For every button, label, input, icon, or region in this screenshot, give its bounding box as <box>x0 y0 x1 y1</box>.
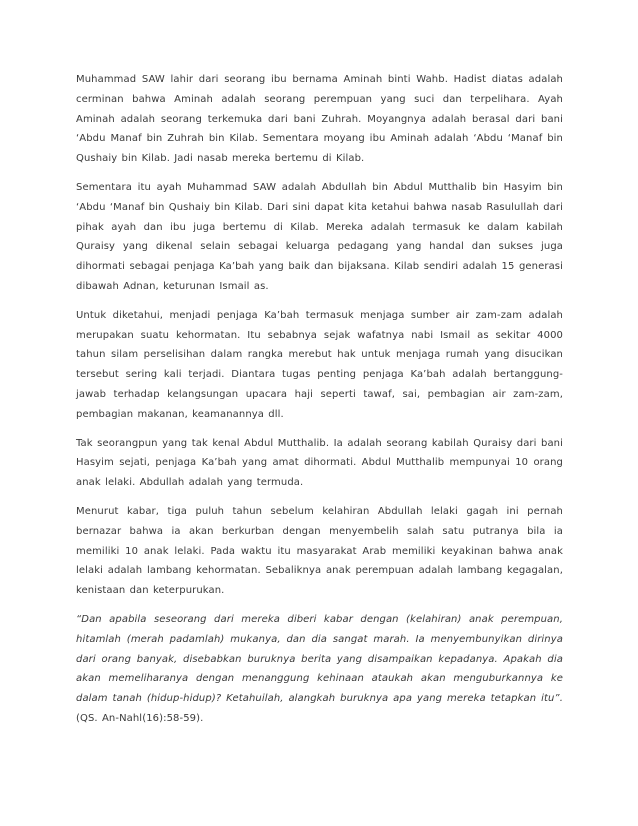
paragraph-1: Muhammad SAW lahir dari seorang ibu bernama Aminah binti Wahb. Hadist diatas adalah cerminan bahwa Aminah adalah seorang perempuan yang suci dan terpelihara. Ayah Aminah adalah seorang terkemuka dari bani Zuhrah. Moyangnya adalah berasal dari bani ‘Abdu Manaf bin Zuhrah bin Kilab. Sementara moyang ibu Aminah adalah ‘Abdu ‘Manaf bin Qushaiy bin Kilab. Jadi nasab mereka bertemu di Kilab. <box>76 74 563 165</box>
quote-text: “Dan apabila seseorang dari mereka diberi kabar dengan (kelahiran) anak perempuan, hitamlah (merah padamlah) mukanya, dan dia sangat marah. Ia menyembunyikan dirinya dari orang banyak, disebabkan buruknya berita yang disampaikan kepadanya. Apakah dia akan memeliharanya dengan menanggung kehinaan ataukah akan menguburkannya ke dalam tanah (hidup-hidup)? Ketahuilah, alangkah buruknya apa yang mereka tetapkan itu”. <box>76 613 563 705</box>
paragraph-5: Menurut kabar, tiga puluh tahun sebelum kelahiran Abdullah lelaki gagah ini pernah bernazar bahwa ia akan berkurban dengan menyembelih salah satu putranya bila ia memiliki 10 anak lelaki. Pada waktu itu masyarakat Arab memiliki keyakinan bahwa anak lelaki adalah lambang kehormatan. Sebaliknya anak perempuan adalah lambang kegagalan, kenistaan dan keterpurukan. <box>76 505 563 597</box>
document-page <box>76 70 563 738</box>
paragraph-4: Tak seorangpun yang tak kenal Abdul Mutthalib. Ia adalah seorang kabilah Quraisy dari bani Hasyim sejati, penjaga Ka’bah yang amat dihormati. Abdul Mutthalib mempunyai 10 orang anak lelaki. Abdullah adalah yang termuda. <box>76 437 563 489</box>
quran-quote <box>76 610 563 729</box>
paragraph-2: Sementara itu ayah Muhammad SAW adalah Abdullah bin Abdul Mutthalib bin Hasyim bin ‘Abdu ‘Manaf bin Qushaiy bin Kilab. Dari sini dapat kita ketahui bahwa nasab Rasulullah dari pihak ayah dan ibu juga bertemu di Kilab. Mereka adalah termasuk ke dalam kabilah Quraisy yang dikenal selain sebagai keluarga pedagang yang handal dan sukses juga dihormati sebagai penjaga Ka’bah yang baik dan bijaksana. Kilab sendiri adalah 15 generasi dibawah Adnan, keturunan Ismail as. <box>76 181 563 292</box>
quote-reference: (QS. An-Nahl(16):58-59). <box>76 712 204 724</box>
paragraph-3: Untuk diketahui, menjadi penjaga Ka’bah termasuk menjaga sumber air zam-zam adalah merupakan suatu kehormatan. Itu sebabnya sejak wafatnya nabi Ismail as sekitar 4000 tahun silam perselisihan dalam rangka merebut hak untuk menjaga rumah yang disucikan tersebut sering kali terjadi. Diantara tugas penting penjaga Ka’bah adalah bertanggung-jawab terhadap kelangsungan upacara haji seperti tawaf, sai, pembagian air zam-zam, pembagian makanan, keamanannya dll. <box>76 309 563 420</box>
